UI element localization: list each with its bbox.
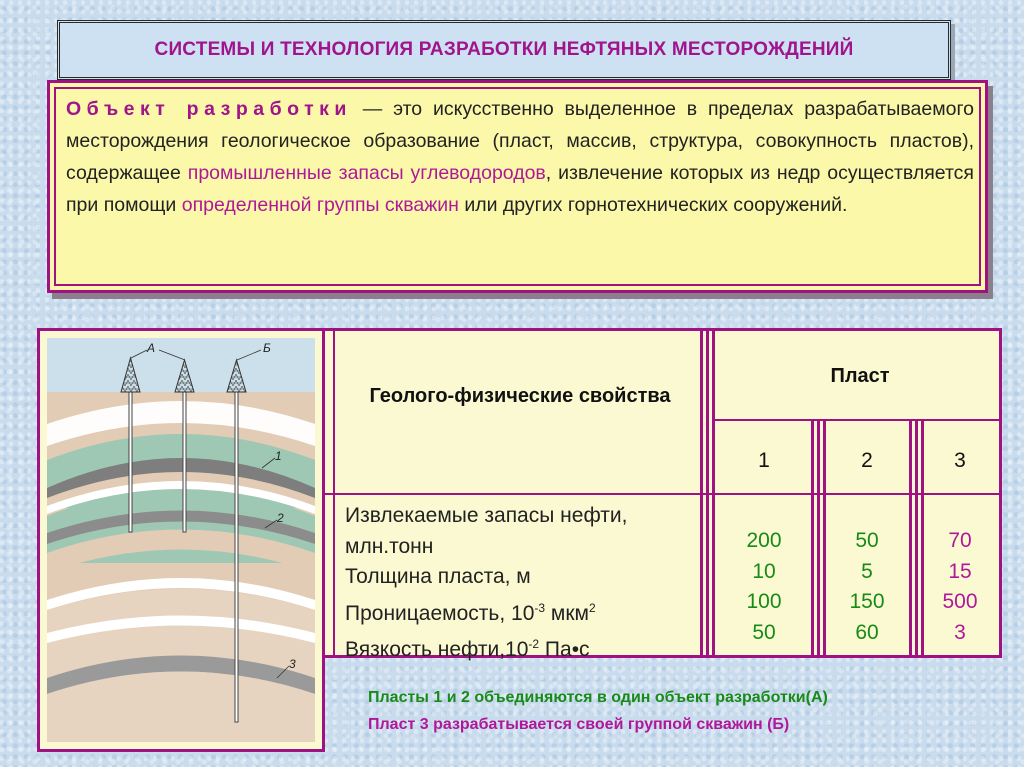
note-layer-3: Пласт 3 разрабатывается своей группой скважин (Б) [368,716,790,733]
definition-part1: — это искусственно выделенное в пределах разрабатываемого месторождения геологическое образование (пласт, массив, структура, совокупность пластов), содержащее [66,98,974,184]
layer-2-viscosity: 60 [855,620,879,644]
definition-part2: , извлечение которых из недр осуществляется при помощи [66,162,974,216]
prop-thickness: Толщина пласта, м [345,565,531,588]
layer-2-reserves: 50 [855,529,879,552]
definition-part3: или других горнотехнических сооружений. [458,194,848,216]
well-a1 [129,392,132,532]
layer-3-thickness: 15 [948,559,972,583]
slide-title-box [57,20,951,80]
header-layer: Пласт [830,365,890,387]
definition-box [47,80,988,293]
label-layer-3: 3 [289,657,296,671]
layer-1-viscosity: 50 [752,620,776,644]
label-b: Б [263,341,271,355]
definition-term: Объект разработки [66,98,352,120]
prop-viscosity: Вязкость $нефти,10^{-2}$ Па•с [345,637,590,661]
well-a2 [183,392,186,532]
header-properties: Геолого-физические свойства [369,385,671,407]
definition-highlight-wells: определенной группы скважин [181,194,459,216]
definition-highlight-reserves: промышленные запасы углеводородов [187,162,546,184]
layer-number-2: 2 [861,449,873,472]
layer-2-thickness: 5 [861,559,873,583]
layer-1-values [724,526,804,648]
properties-list [345,501,627,666]
layer-2-values [827,526,907,648]
label-a: А [147,341,156,355]
prop-permeability: Проницаемость, $10^{-3}$ мкм$^2$ [345,600,596,625]
layer-3-viscosity: 3 [954,620,966,644]
geology-diagram [37,328,325,752]
definition-text [66,93,974,221]
layer-3-reserves: 70 [948,529,972,552]
layer-number-3: 3 [954,449,966,472]
label-layer-2: 2 [277,511,284,525]
slide-title: СИСТЕМЫ И ТЕХНОЛОГИЯ РАЗРАБОТКИ НЕФТЯНЫХ МЕСТОРОЖДЕНИЙ [154,39,854,60]
prop-reserves: Извлекаемые запасы нефти, [345,504,628,527]
properties-table [322,328,1002,661]
layer-1-thickness: 10 [752,559,776,583]
geology-cross-section [47,338,315,742]
layer-number-1: 1 [758,449,770,472]
note-layers-1-2: Пласты 1 и 2 объединяются в один объект разработки(А) [368,689,828,706]
layer-1-permeability: 100 [746,590,782,613]
layer-3-permeability: 500 [942,590,978,613]
well-b [235,392,238,722]
layer-2-permeability: 150 [849,590,885,613]
prop-reserves-unit: млн.тонн [345,534,434,558]
label-layer-1: 1 [275,449,282,463]
layer-3-values [920,526,1000,648]
layer-1-reserves: 200 [746,529,782,552]
